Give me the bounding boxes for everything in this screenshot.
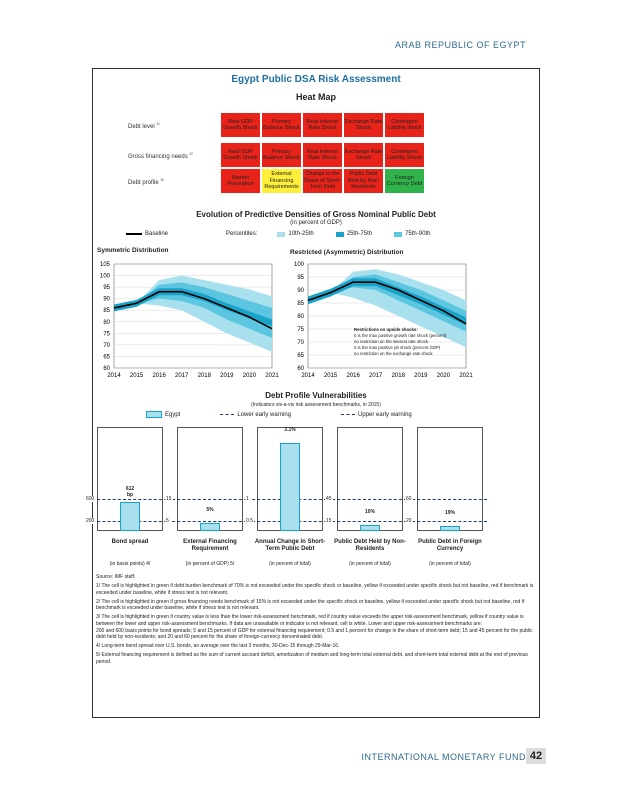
heat-map-cell: Contingent Liability Shock bbox=[384, 142, 425, 168]
heat-map-cell: Real GDP Growth Shock bbox=[220, 112, 261, 138]
note-5: 5/ External financing requirement is defined as the sum of current account deficit, amortization of medium and long-term total external debt, and short-term total external debt at the end of previous period. bbox=[96, 652, 528, 666]
baseline-legend-label: Baseline bbox=[145, 231, 169, 237]
egypt-legend-label: Egypt bbox=[165, 411, 181, 418]
lower-warning-value: 0.5 bbox=[246, 518, 253, 524]
heat-map-cell: Contingent Liability shock bbox=[384, 112, 425, 138]
lower-warning-line bbox=[220, 414, 234, 415]
symmetric-title: Symmetric Distribution bbox=[97, 247, 169, 254]
lower-warning-value: 200 bbox=[86, 518, 95, 524]
y-tick-label: 80 bbox=[297, 314, 304, 320]
x-tick-label: 2018 bbox=[391, 373, 405, 379]
x-tick-label: 2017 bbox=[175, 373, 189, 379]
p2-swatch bbox=[336, 232, 344, 237]
note-4: 4/ Long-term bond spread over U.S. bonds, an average over the last 3 months, 30-Dec-15 through 29-Mar-16. bbox=[96, 643, 340, 650]
heat-map-cell: Foreign Currency Debt bbox=[384, 168, 425, 194]
note-1: 1/ The cell is highlighted in green if debt burden benchmark of 70% is not exceeded under the specific shock or baseline, yellow if exceeded under specific shock but not baseline, red if benchmark is exceeded under baseline, white if stress test is not relevant. bbox=[96, 583, 534, 596]
x-tick-label: 2021 bbox=[265, 373, 279, 379]
x-tick-label: 2019 bbox=[220, 373, 234, 379]
asymmetric-chart bbox=[286, 258, 476, 388]
egypt-bar bbox=[360, 525, 380, 531]
vulnerabilities-legend bbox=[146, 411, 412, 418]
evolution-title: Evolution of Predictive Densities of Gross Nominal Public Debt bbox=[196, 210, 436, 219]
heat-map-cell: Exchange Rate Shock bbox=[343, 112, 384, 138]
heat-map-cell: Change in the Share of Short-Term Debt bbox=[302, 168, 343, 194]
panel-name: Public Debt Held by Non-Residents bbox=[334, 539, 406, 552]
egypt-bar bbox=[440, 526, 460, 531]
panel-unit: (in percent of GDP) 5/ bbox=[185, 561, 235, 567]
bar-value-label: 19% bbox=[444, 509, 455, 516]
heat-map-row-label bbox=[128, 177, 164, 186]
p3-label: 75th-90th bbox=[405, 231, 431, 237]
note-source: Source: IMF staff. bbox=[96, 574, 136, 580]
restriction-2: no restriction on the interest rate shock bbox=[354, 339, 429, 344]
x-tick-label: 2019 bbox=[414, 373, 428, 379]
heat-map-row-note: 1/ bbox=[156, 121, 160, 126]
heat-map-cell: External Financing Requirements bbox=[261, 168, 302, 194]
y-tick-label: 80 bbox=[103, 319, 110, 326]
upper-warning-value: 1 bbox=[246, 496, 249, 502]
panel-unit: (in percent of total) bbox=[429, 561, 471, 567]
y-tick-label: 95 bbox=[297, 275, 304, 281]
restriction-4: no restriction on the exchange rate shock bbox=[354, 351, 433, 356]
y-tick-label: 70 bbox=[297, 340, 304, 346]
y-tick-label: 90 bbox=[103, 296, 110, 303]
note-benchmarks: 200 and 600 basis points for bond spreads; 5 and 15 percent of GDP for external financing requirement; 0.5 and 1 percent for change in the share of short-term debt; 15 and 45 percent for the public debt held by non-residents; and 20 and 60 percent for the share of foreign-currency denominated debt. bbox=[96, 627, 533, 641]
egypt-bar bbox=[280, 443, 300, 531]
lower-warning-line bbox=[327, 521, 407, 522]
y-tick-label: 85 bbox=[297, 301, 304, 307]
page-header: ARAB REPUBLIC OF EGYPT bbox=[394, 40, 526, 50]
page-number: 42 bbox=[526, 748, 546, 764]
y-tick-label: 100 bbox=[293, 262, 304, 268]
upper-warning-label: Upper early warning bbox=[358, 411, 412, 418]
restriction-3: 0 is the max positive pb shock (percent GDP) bbox=[354, 345, 441, 350]
y-tick-label: 75 bbox=[297, 327, 304, 333]
evolution-subtitle: (in percent of GDP) bbox=[290, 220, 342, 226]
heat-map-cell: Public Debt Held by Non-Residents bbox=[343, 168, 384, 194]
y-tick-label: 60 bbox=[103, 366, 110, 372]
lower-warning-value: 15 bbox=[326, 518, 332, 524]
y-tick-label: 65 bbox=[297, 353, 304, 359]
heat-map-row-label-text: Gross financing needs bbox=[128, 154, 190, 160]
upper-warning-line bbox=[327, 499, 407, 500]
restrictions-note bbox=[354, 327, 446, 357]
panel-unit: (in basis points) 4/ bbox=[109, 561, 151, 567]
evolution-legend bbox=[126, 231, 430, 237]
egypt-bar bbox=[120, 502, 140, 531]
panel-unit: (in percent of total) bbox=[349, 561, 391, 567]
x-tick-label: 2015 bbox=[129, 373, 144, 379]
y-tick-label: 85 bbox=[103, 308, 110, 315]
percentiles-label: Percentiles: bbox=[226, 231, 258, 237]
x-tick-label: 2014 bbox=[301, 373, 315, 379]
heat-map-row-label-text: Debt level bbox=[128, 124, 157, 130]
y-tick-label: 75 bbox=[103, 331, 110, 338]
x-tick-label: 2016 bbox=[152, 373, 166, 379]
restriction-1: 0 is the max positive growth rate shock (percent) bbox=[354, 333, 447, 338]
upper-warning-line bbox=[167, 499, 247, 500]
page-footer: INTERNATIONAL MONETARY FUND bbox=[361, 752, 526, 762]
x-tick-label: 2017 bbox=[369, 373, 383, 379]
x-tick-label: 2014 bbox=[107, 373, 121, 379]
symmetric-chart bbox=[92, 258, 282, 388]
p1-label: 10th-25th bbox=[288, 231, 314, 237]
vulnerability-panel bbox=[337, 427, 403, 531]
heat-map-cell: Primary Balance Shock bbox=[261, 142, 302, 168]
lower-warning-line bbox=[407, 521, 487, 522]
y-tick-label: 70 bbox=[103, 342, 110, 349]
y-tick-label: 100 bbox=[99, 273, 110, 280]
bar-value-label: 5% bbox=[206, 506, 214, 513]
upper-warning-value: 45 bbox=[326, 496, 332, 502]
x-tick-label: 2021 bbox=[459, 373, 473, 379]
bar-value-label: 3.1% bbox=[284, 426, 296, 433]
vulnerabilities-subtitle: (Indicators vis-a-vis risk assessment benchmarks, in 2015) bbox=[251, 402, 381, 408]
panel-name: External Financing Requirement bbox=[183, 539, 237, 552]
heat-map-row-note: 3/ bbox=[160, 177, 164, 182]
upper-warning-value: 600 bbox=[86, 496, 95, 502]
note-3: 3/ The cell is highlighted in green if country value is less than the lower risk-assessment benchmark, red if country value exceeds the upper risk-assessment benchmark, yellow if country value is between the lower and upper risk-assessment benchmarks. If data are unavailable or indicator is not relevant, cell is white. Lower and upper risk-assessment benchmarks are: bbox=[96, 614, 524, 628]
x-tick-label: 2020 bbox=[242, 373, 257, 379]
panel-name: Annual Change in Short-Term Public Debt bbox=[254, 539, 326, 552]
vulnerabilities-title: Debt Profile Vulnerabilities bbox=[265, 391, 367, 400]
heat-map-cell: Market Perception bbox=[220, 168, 261, 194]
lower-warning-value: 20 bbox=[406, 518, 412, 524]
heat-map-row-note: 2/ bbox=[189, 151, 193, 156]
upper-warning-value: 60 bbox=[406, 496, 412, 502]
lower-warning-label: Lower early warning bbox=[237, 411, 292, 418]
notes bbox=[96, 574, 536, 668]
x-tick-label: 2018 bbox=[197, 373, 211, 379]
heat-map-cell: Real GDP Growth Shock bbox=[220, 142, 261, 168]
asymmetric-title: Restricted (Asymmetric) Distribution bbox=[290, 249, 404, 256]
x-tick-label: 2016 bbox=[346, 373, 360, 379]
upper-warning-line bbox=[407, 499, 487, 500]
panel-unit: (in percent of total) bbox=[269, 561, 311, 567]
x-tick-label: 2015 bbox=[323, 373, 338, 379]
y-tick-label: 95 bbox=[103, 285, 110, 292]
egypt-swatch bbox=[146, 411, 162, 418]
egypt-bar bbox=[200, 523, 220, 531]
p1-swatch bbox=[277, 232, 285, 237]
p3-swatch bbox=[394, 232, 402, 237]
p2-label: 25th-75th bbox=[346, 231, 373, 237]
panel-name: Bond spread bbox=[111, 539, 149, 545]
upper-warning-line bbox=[341, 414, 355, 415]
restrictions-title: Restrictions on upside shocks: bbox=[354, 327, 418, 332]
y-tick-label: 90 bbox=[297, 288, 304, 294]
y-tick-label: 105 bbox=[99, 262, 110, 268]
heat-map-row-label bbox=[128, 151, 193, 160]
y-tick-label: 60 bbox=[297, 366, 304, 372]
heat-map-row-label-text: Debt profile bbox=[128, 180, 161, 186]
heat-map-title: Heat Map bbox=[295, 92, 336, 102]
heat-map-cell: Real Interest Rate Shock bbox=[302, 142, 343, 168]
note-2: 2/ The cell is highlighted in green if gross financing needs benchmark of 15% is not exceeded under the specific shock or baseline, yellow if exceeded under specific shock but not baseline, red if benchmark is exceeded under baseline, white if stress test is not relevant. bbox=[96, 598, 525, 612]
x-tick-label: 2020 bbox=[436, 373, 451, 379]
y-tick-label: 65 bbox=[103, 354, 110, 361]
panel-name: Public Debt in Foreign Currency bbox=[418, 539, 482, 552]
heat-map-cell: Primary Balance Shock bbox=[261, 112, 302, 138]
figure-title: Egypt Public DSA Risk Assessment bbox=[231, 74, 401, 85]
bar-value-label: 612 bp bbox=[125, 485, 135, 498]
heat-map-row-label bbox=[128, 121, 160, 130]
upper-warning-line bbox=[87, 499, 167, 500]
vulnerability-panel bbox=[177, 427, 243, 531]
upper-warning-value: 15 bbox=[166, 496, 172, 502]
bar-value-label: 10% bbox=[364, 508, 375, 515]
heat-map-cell: Real Interest Rate Shock bbox=[302, 112, 343, 138]
baseline-legend-line bbox=[126, 233, 142, 235]
heat-map-cell: Exchange Rate Shock bbox=[343, 142, 384, 168]
lower-warning-value: 5 bbox=[166, 518, 169, 524]
